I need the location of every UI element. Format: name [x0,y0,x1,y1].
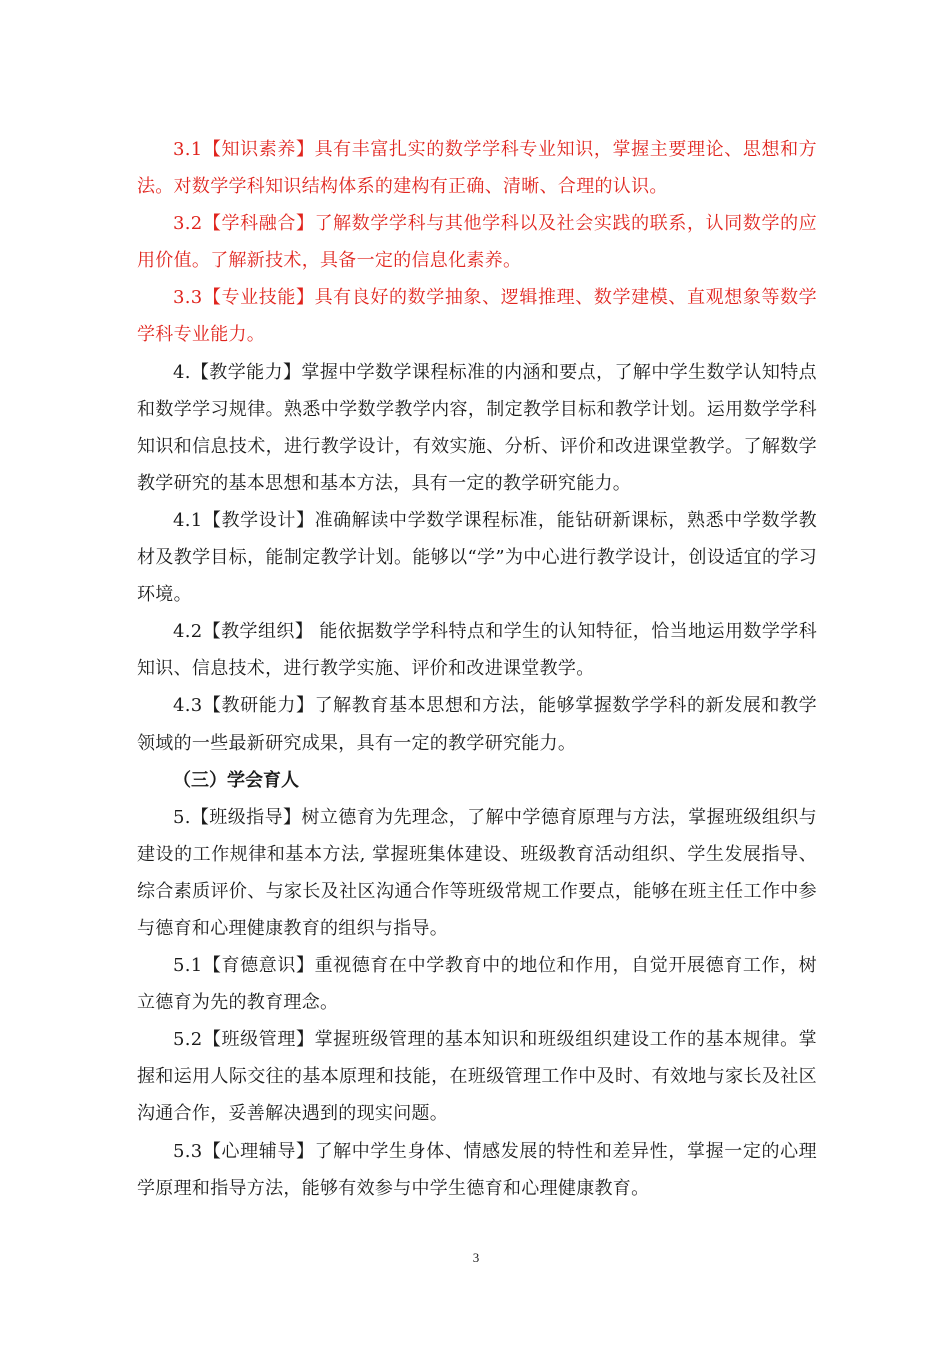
paragraph-3-2-subject-integration: 3.2【学科融合】了解数学学科与其他学科以及社会实践的联系，认同数学的应用价值。了解新技术，具备一定的信息化素养。 [137,213,817,272]
paragraph-5-1-moral-awareness: 5.1【育德意识】重视德育在中学教育中的地位和作用，自觉开展德育工作，树立德育为先的教育理念。 [137,955,817,1014]
paragraph-4-teaching-ability: 4.【教学能力】掌握中学数学课程标准的内涵和要点，了解中学生数学认知特点和数学学习规律。熟悉中学数学教学内容，制定教学目标和教学计划。运用数学学科知识和信息技术，进行教学设计，有效实施、分析、评价和改进课堂教学。了解数学教学研究的基本思想和基本方法，具有一定的教学研究能力。 [137,361,817,494]
paragraph-3-3-professional-skills: 3.3【专业技能】具有良好的数学抽象、逻辑推理、数学建模、直观想象等数学学科专业能力。 [137,287,817,346]
section-heading-learning-to-educate: （三）学会育人 [173,769,299,791]
paragraph-5-3-psychological-counseling: 5.3【心理辅导】了解中学生身体、情感发展的特性和差异性，掌握一定的心理学原理和指导方法，能够有效参与中学生德育和心理健康教育。 [137,1140,817,1199]
paragraph-4-3-research-ability: 4.3【教研能力】了解教育基本思想和方法，能够掌握数学学科的新发展和教学领域的一些最新研究成果，具有一定的教学研究能力。 [137,695,817,754]
paragraph-5-class-guidance: 5.【班级指导】树立德育为先理念，了解中学德育原理与方法，掌握班级组织与建设的工作规律和基本方法, 掌握班集体建设、班级教育活动组织、学生发展指导、综合素质评价、与家长及社区沟通合作等班级常规工作要点，能够在班主任工作中参与德育和心理健康教育的组织与指导。 [137,806,817,939]
page-number: 3 [472,1250,480,1265]
paragraph-4-1-teaching-design: 4.1【教学设计】准确解读中学数学课程标准，能钻研新课标，熟悉中学数学教材及教学目标，能制定教学计划。能够以“学”为中心进行教学设计，创设适宜的学习环境。 [137,509,817,606]
paragraph-4-2-teaching-organization: 4.2【教学组织】 能依据数学学科特点和学生的认知特征，恰当地运用数学学科知识、信息技术，进行教学实施、评价和改进课堂教学。 [137,621,817,680]
document-body [137,131,817,1207]
paragraph-3-1-knowledge-literacy: 3.1【知识素养】具有丰富扎实的数学学科专业知识，掌握主要理论、思想和方法。对数学学科知识结构体系的建构有正确、清晰、合理的认识。 [137,139,817,198]
paragraph-5-2-class-management: 5.2【班级管理】掌握班级管理的基本知识和班级组织建设工作的基本规律。掌握和运用人际交往的基本原理和技能，在班级管理工作中及时、有效地与家长及社区沟通合作，妥善解决遇到的现实问题。 [137,1029,817,1125]
